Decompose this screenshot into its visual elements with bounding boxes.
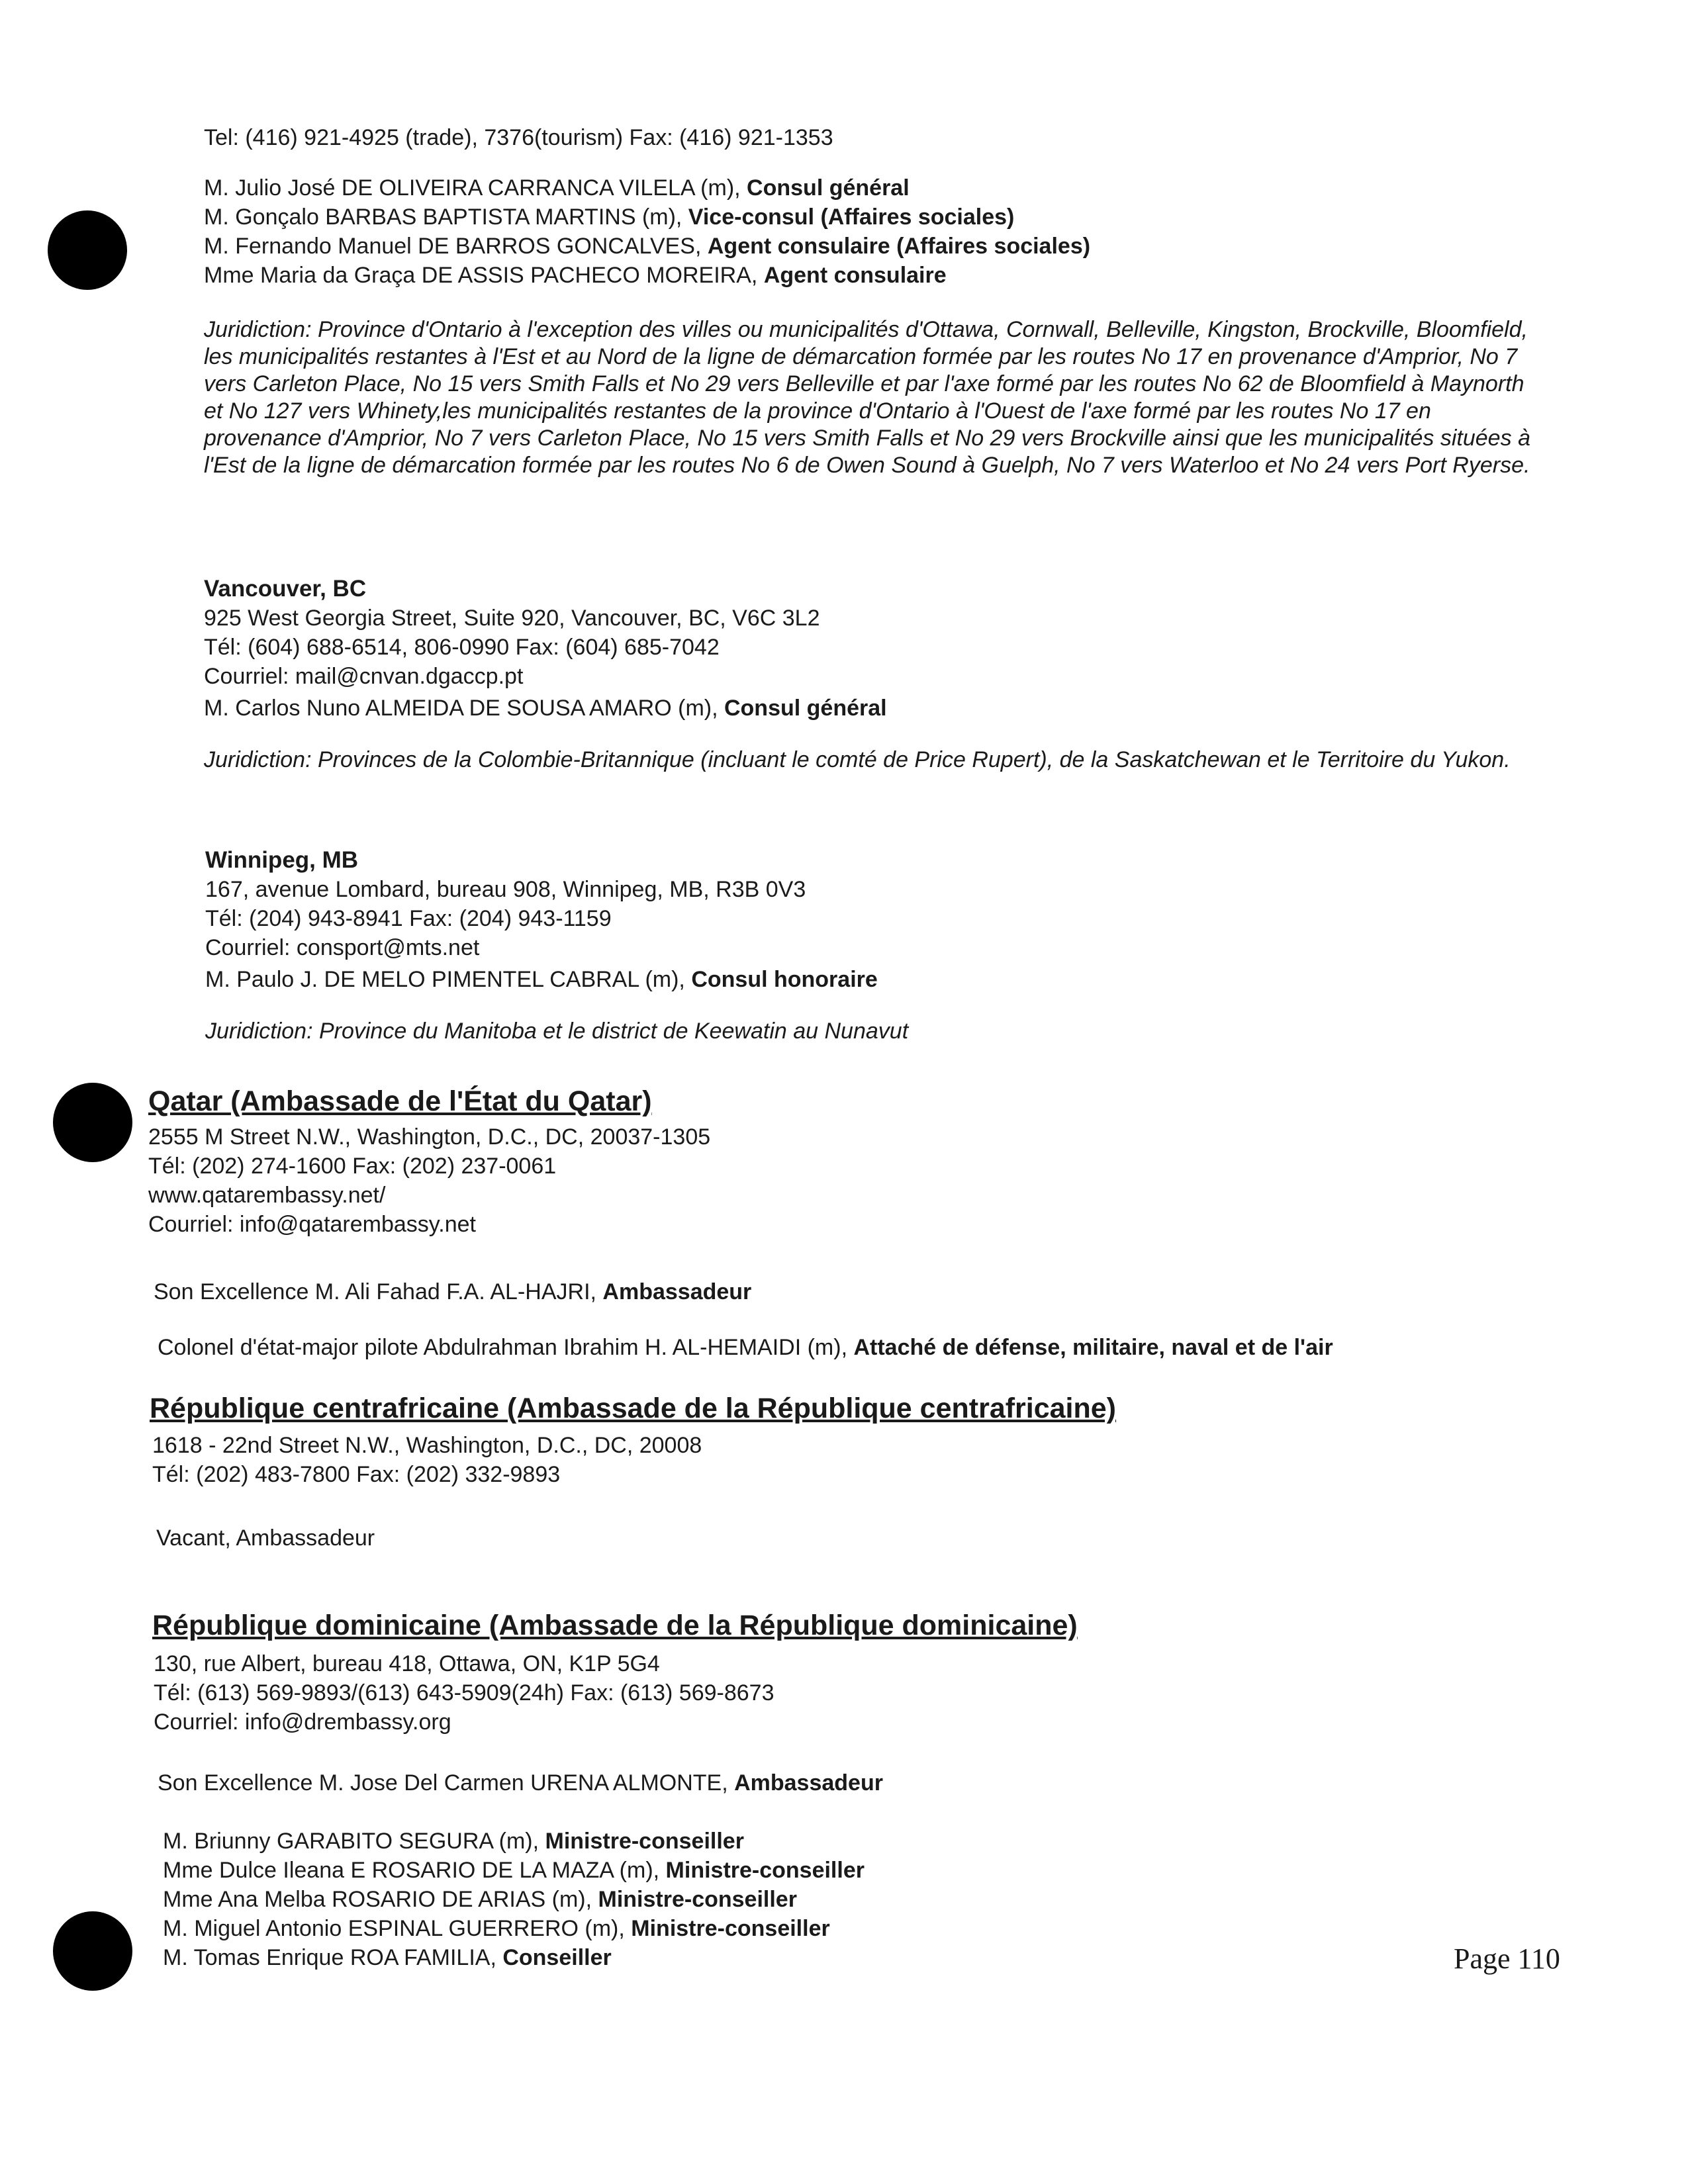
staff-line xyxy=(204,173,1534,203)
ambassador-line: Vacant, Ambassadeur xyxy=(156,1525,375,1551)
toronto-jurisdiction xyxy=(204,316,1534,479)
address: 130, rue Albert, bureau 418, Ottawa, ON, K1P 5G4 xyxy=(154,1651,660,1676)
staff-name: M. Carlos Nuno ALMEIDA DE SOUSA AMARO (m), xyxy=(204,696,724,721)
car-section xyxy=(152,1431,1542,1553)
staff-name: M. Briunny GARABITO SEGURA (m), xyxy=(163,1829,545,1854)
email: Courriel: info@qatarembassy.net xyxy=(148,1212,476,1237)
vancouver-consulate-section xyxy=(204,574,1534,774)
page-number: Page 110 xyxy=(1454,1942,1560,1975)
email: Courriel: info@drembassy.org xyxy=(154,1709,451,1735)
staff-name: Colonel d'état-major pilote Abdulrahman Ibrahim H. AL-HEMAIDI (m), xyxy=(158,1335,854,1360)
jurisdiction-label: Juridiction: xyxy=(205,1019,319,1044)
staff-role: Ambassadeur xyxy=(734,1770,883,1796)
tel: Tél: (202) 274-1600 Fax: (202) 237-0061 xyxy=(148,1154,557,1179)
staff-role: Ministre-conseiller xyxy=(665,1858,865,1883)
staff-name: Mme Ana Melba ROSARIO DE ARIAS (m), xyxy=(163,1887,598,1912)
jurisdiction-label: Juridiction: xyxy=(204,747,318,772)
punch-hole-middle xyxy=(53,1083,132,1162)
toronto-consulate-section xyxy=(204,123,1534,479)
dominican-section xyxy=(154,1649,1511,1972)
email: Courriel: mail@cnvan.dgaccp.pt xyxy=(204,664,524,689)
website: www.qatarembassy.net/ xyxy=(148,1183,386,1208)
winnipeg-consulate-section xyxy=(205,846,1536,1045)
staff-line xyxy=(154,1856,1511,1885)
staff-role: Vice-consul (Affaires sociales) xyxy=(688,205,1015,230)
staff-name: Son Excellence M. Jose Del Carmen URENA ALMONTE, xyxy=(158,1770,735,1796)
vancouver-jurisdiction xyxy=(204,747,1534,774)
jurisdiction-text: Provinces de la Colombie-Britannique (incluant le comté de Price Rupert), de la Saskatchewan et le Territoire du Yukon. xyxy=(317,747,1511,772)
punch-hole-bottom xyxy=(53,1911,132,1991)
city-heading: Winnipeg, MB xyxy=(205,847,359,873)
staff-line xyxy=(154,1943,1511,1972)
staff-role: Consul général xyxy=(747,175,910,201)
tel: Tél: (202) 483-7800 Fax: (202) 332-9893 xyxy=(152,1462,561,1487)
staff-name: Mme Dulce Ileana E ROSARIO DE LA MAZA (m), xyxy=(163,1858,666,1883)
qatar-heading: Qatar (Ambassade de l'État du Qatar) xyxy=(148,1085,652,1117)
staff-name: M. Miguel Antonio ESPINAL GUERRERO (m), xyxy=(163,1916,632,1941)
ambassador-line xyxy=(148,1277,1538,1306)
staff-name: Son Excellence M. Ali Fahad F.A. AL-HAJRI, xyxy=(154,1279,603,1304)
staff-role: Ministre-conseiller xyxy=(598,1887,797,1912)
staff-line xyxy=(154,1827,1511,1856)
staff-role: Conseiller xyxy=(502,1945,612,1970)
staff-name: M. Fernando Manuel DE BARROS GONCALVES, xyxy=(204,234,708,259)
staff-name: M. Tomas Enrique ROA FAMILIA, xyxy=(163,1945,503,1970)
address: 1618 - 22nd Street N.W., Washington, D.C., DC, 20008 xyxy=(152,1433,702,1458)
jurisdiction-text: Province du Manitoba et le district de Keewatin au Nunavut xyxy=(318,1019,909,1044)
staff-line xyxy=(204,261,1534,290)
staff-role: Agent consulaire (Affaires sociales) xyxy=(707,234,1091,259)
staff-role: Agent consulaire xyxy=(763,263,947,288)
tel: Tél: (604) 688-6514, 806-0990 Fax: (604) 685-7042 xyxy=(204,635,720,660)
staff-role: Ministre-conseiller xyxy=(545,1829,744,1854)
toronto-tel: Tel: (416) 921-4925 (trade), 7376(tourism) Fax: (416) 921-1353 xyxy=(204,125,833,150)
address: 925 West Georgia Street, Suite 920, Vancouver, BC, V6C 3L2 xyxy=(204,606,820,631)
staff-role: Ministre-conseiller xyxy=(631,1916,830,1941)
staff-name: M. Julio José DE OLIVEIRA CARRANCA VILELA (m), xyxy=(204,175,747,201)
staff-line xyxy=(205,965,1536,994)
city-heading: Vancouver, BC xyxy=(204,576,367,602)
email: Courriel: consport@mts.net xyxy=(205,935,480,960)
tel: Tél: (613) 569-9893/(613) 643-5909(24h) Fax: (613) 569-8673 xyxy=(154,1680,774,1706)
staff-line xyxy=(204,694,1534,723)
staff-name: M. Gonçalo BARBAS BAPTISTA MARTINS (m), xyxy=(204,205,688,230)
address: 2555 M Street N.W., Washington, D.C., DC, 20037-1305 xyxy=(148,1124,711,1150)
car-heading: République centrafricaine (Ambassade de la République centrafricaine) xyxy=(150,1392,1117,1424)
staff-name: Mme Maria da Graça DE ASSIS PACHECO MOREIRA, xyxy=(204,263,764,288)
punch-hole-top xyxy=(48,210,127,290)
staff-line xyxy=(204,232,1534,261)
staff-line xyxy=(204,203,1534,232)
staff-line xyxy=(154,1914,1511,1943)
staff-role: Attaché de défense, militaire, naval et de l'air xyxy=(853,1335,1333,1360)
staff-role: Consul honoraire xyxy=(691,967,878,992)
ambassador-line xyxy=(154,1768,1511,1797)
attache-line xyxy=(148,1333,1538,1362)
jurisdiction-text: Province d'Ontario à l'exception des villes ou municipalités d'Ottawa, Cornwall, Belleville, Kingston, Brockville, Bloomfield, les municipalités restantes à l'Est et au Nord de la ligne de démarcation formée par les routes No 17 en provenance d'Amprior, No 7 vers Carleton Place, No 15 vers Smith Falls et No 29 vers Belleville et par l'axe formé par les routes No 62 de Bloomfield à Maynorth et No 127 vers Whinety,les municipalités restantes de la province d'Ontario à l'Ouest de l'axe formé par les routes No 17 en provenance d'Amprior, No 7 vers Carleton Place, No 15 vers Smith Falls et No 29 vers Brockville ainsi que les municipalités situées à l'Est de la ligne de démarcation formée par les routes No 6 de Owen Sound à Guelph, No 7 vers Waterloo et No 24 vers Port Ryerse. xyxy=(204,317,1530,478)
dominican-heading: République dominicaine (Ambassade de la République dominicaine) xyxy=(152,1610,1078,1641)
jurisdiction-label: Juridiction: xyxy=(204,317,318,342)
winnipeg-jurisdiction xyxy=(205,1018,1536,1045)
staff-role: Ambassadeur xyxy=(602,1279,752,1304)
staff-line xyxy=(154,1885,1511,1914)
staff-name: M. Paulo J. DE MELO PIMENTEL CABRAL (m), xyxy=(205,967,692,992)
address: 167, avenue Lombard, bureau 908, Winnipeg, MB, R3B 0V3 xyxy=(205,877,806,902)
qatar-section xyxy=(148,1122,1538,1362)
staff-role: Consul général xyxy=(724,696,887,721)
tel: Tél: (204) 943-8941 Fax: (204) 943-1159 xyxy=(205,906,612,931)
